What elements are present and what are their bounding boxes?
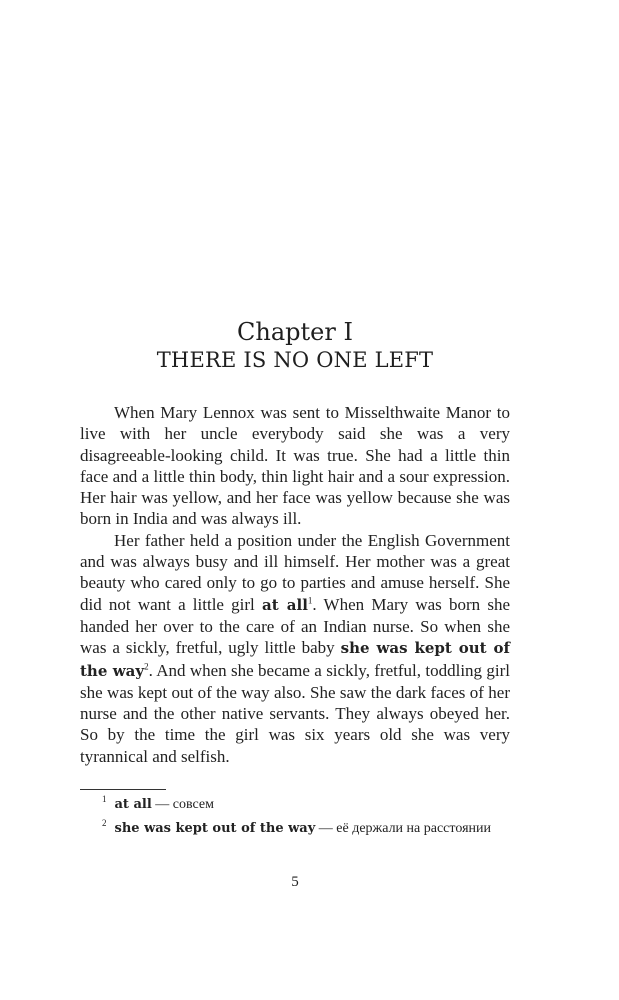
footnote-dash: —: [315, 821, 337, 836]
paragraph: [80, 402, 510, 530]
footnote-reference: 1: [307, 595, 313, 606]
glossed-phrase: she was kept out of the way: [80, 639, 510, 680]
glossed-phrase: at all: [261, 595, 308, 614]
footnote-number: 2: [102, 818, 107, 829]
text-run: . And when she became a sickly, fretful, toddling girl she was kept out of the way also. She saw the dark faces of her nurse and the other native servants. They always obeyed her. So by the time the girl was six years old she was very tyrannical and selfish.: [80, 660, 511, 766]
footnote: [80, 819, 510, 839]
footnote-translation: совсем: [172, 797, 214, 812]
chapter-title: THERE IS NO ONE LEFT: [156, 348, 434, 372]
chapter-number: Chapter I: [237, 318, 353, 346]
footnote-translation: её держали на расстоянии: [336, 821, 491, 836]
paragraph: [80, 530, 510, 767]
chapter-body: [80, 402, 510, 767]
footnotes: [80, 795, 510, 843]
footnote: [80, 795, 510, 815]
text-run: Her father held a position under the English Government and was always busy and ill himself. Her mother was a great beauty who cared only to go to parties and amuse herself. She did not want a little girl: [80, 530, 510, 614]
page-number: 5: [291, 874, 299, 890]
text-run: When Mary Lennox was sent to Misselthwaite Manor to live with her uncle everybody said she was a very disagreeable-looking child. It was true. She had a little thin face and a little thin body, thin light hair and a sour expression. Her hair was yellow, and her face was yellow because she was born in India and was always ill.: [80, 403, 510, 529]
footnote-dash: —: [151, 797, 173, 812]
text-run: . When Mary was born she handed her over to the care of an Indian nurse. So when she was a sickly, fretful, ugly little baby: [80, 594, 510, 658]
chapter-heading: [80, 318, 510, 374]
footnote-divider: [80, 789, 166, 790]
footnote-term: at all: [114, 797, 152, 812]
footnote-number: 1: [102, 794, 107, 805]
footnote-term: she was kept out of the way: [114, 821, 316, 836]
footnote-reference: 2: [144, 660, 149, 671]
